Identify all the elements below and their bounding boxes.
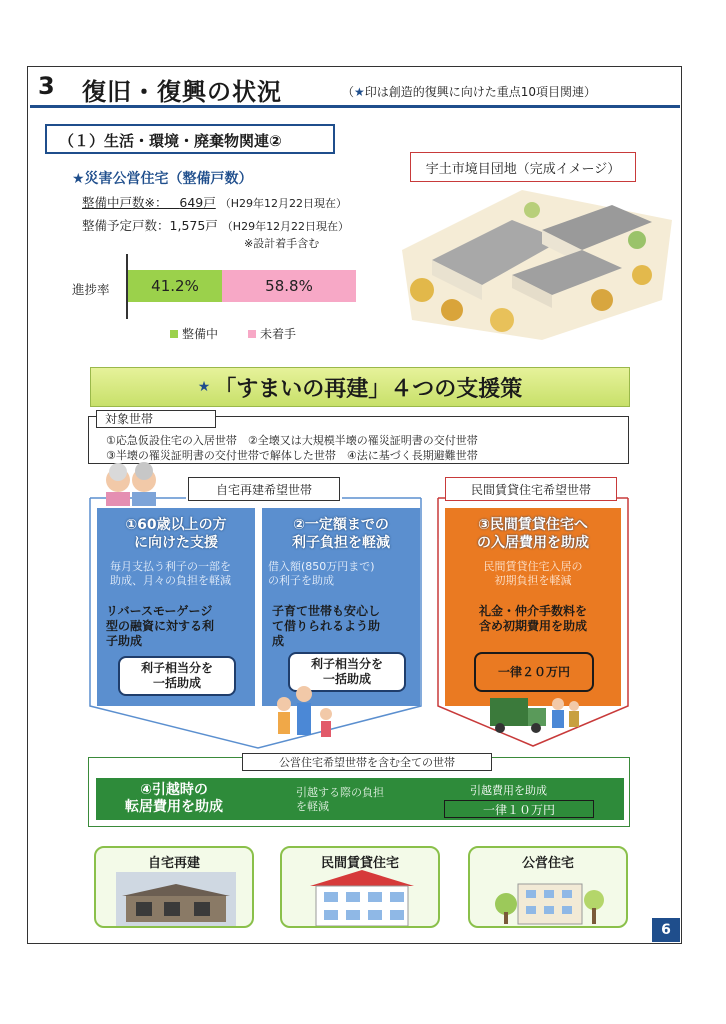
page-number: 6 <box>652 918 680 942</box>
legend-swatch-done <box>170 330 178 338</box>
section-number: 3 <box>38 72 55 100</box>
private-rental-title: 民間賃貸住宅希望世帯 <box>445 477 617 501</box>
card-2-desc: 借入額(850万円まで) の利子を助成 <box>268 560 375 587</box>
image-caption: 宇土市境目団地（完成イメージ） <box>410 152 636 182</box>
card-1-desc: 毎月支払う利子の一部を 助成、月々の負担を軽減 <box>110 560 231 587</box>
support-measures-banner: ★ 「すまいの再建」４つの支援策 <box>90 367 630 407</box>
progress-bar-done: 41.2% <box>128 270 222 302</box>
card-3-title: ③民間賃貸住宅へ の入居費用を助成 <box>477 517 589 551</box>
card-2-body: 子育て世帯も安心し て借りられるよう助 成 <box>272 604 381 648</box>
moving-support-desc: 引越する際の負担 を軽減 <box>296 786 384 813</box>
bottom-card-rental <box>280 846 440 928</box>
moving-support-benefit: 一律１０万円 <box>444 800 594 818</box>
card-3-body: 礼金・仲介手数料を 含め初期費用を助成 <box>478 604 587 633</box>
star-icon: ★ <box>354 85 365 99</box>
bottom-card-own-label: 自宅再建 <box>147 856 200 871</box>
housing-complex-illustration <box>392 180 676 345</box>
progress-bar-rest: 58.8% <box>222 270 356 302</box>
apartment-icon <box>306 870 418 926</box>
elderly-couple-icon <box>98 462 164 506</box>
bottom-card-public <box>468 846 628 928</box>
card-1-title: ①60歳以上の方 に向けた支援 <box>125 517 227 551</box>
card-2-title: ②一定額までの 利子負担を軽減 <box>292 517 390 551</box>
page-header <box>30 68 680 108</box>
bottom-card-rental-label: 民間賃貸住宅 <box>320 856 399 871</box>
all-households-label: 公営住宅希望世帯を含む全ての世帯 <box>242 753 492 771</box>
legend-rest: 未着手 <box>248 325 296 342</box>
own-rebuild-title: 自宅再建希望世帯 <box>188 477 340 501</box>
subsection-title: （１）生活・環境・廃棄物関連② <box>45 124 335 154</box>
moving-support-header: 引越費用を助成 <box>470 784 547 797</box>
card-1-benefit: 利子相当分を 一括助成 <box>118 656 236 696</box>
target-households-label: 対象世帯 <box>96 410 216 428</box>
public-housing-icon <box>494 870 606 926</box>
page-title: 復旧・復興の状況 <box>82 78 282 106</box>
legend-done: 整備中 <box>170 325 218 342</box>
public-housing-title: ★災害公営住宅（整備戸数） <box>72 171 253 187</box>
family-icon <box>270 684 340 744</box>
card-1-body: リバースモーゲージ 型の融資に対する利 子助成 <box>106 604 215 648</box>
target-line-2: ③半壊の罹災証明書の交付世帯で解体した世帯 ④法に基づく長期避難世帯 <box>106 449 478 462</box>
moving-truck-icon <box>482 688 582 738</box>
legend-swatch-rest <box>248 330 256 338</box>
footnote: ※設計着手含む <box>244 237 320 250</box>
bottom-card-public-label: 公営住宅 <box>521 856 574 871</box>
header-note: （★印は創造的復興に向けた重点10項目関連） <box>342 85 597 99</box>
house-photo-icon <box>116 872 236 926</box>
progress-label: 進捗率 <box>72 282 110 297</box>
star-icon: ★ <box>197 379 211 395</box>
card-2-benefit: 利子相当分を 一括助成 <box>288 652 406 692</box>
moving-support-title: ④引越時の 転居費用を助成 <box>125 782 223 815</box>
card-3-desc: 民間賃貸住宅入居の 初期負担を軽減 <box>483 560 583 587</box>
bottom-card-own <box>94 846 254 928</box>
target-line-1: ①応急仮設住宅の入居世帯 ②全壊又は大規模半壊の罹災証明書の交付世帯 <box>106 434 478 447</box>
planned-line: 整備予定戸数：1,575戸 （H29年12月22日現在） <box>82 218 350 233</box>
in-progress-line: 整備中戸数※： 649戸 （H29年12月22日現在） <box>82 195 348 210</box>
card-3-benefit: 一律２０万円 <box>474 652 594 692</box>
